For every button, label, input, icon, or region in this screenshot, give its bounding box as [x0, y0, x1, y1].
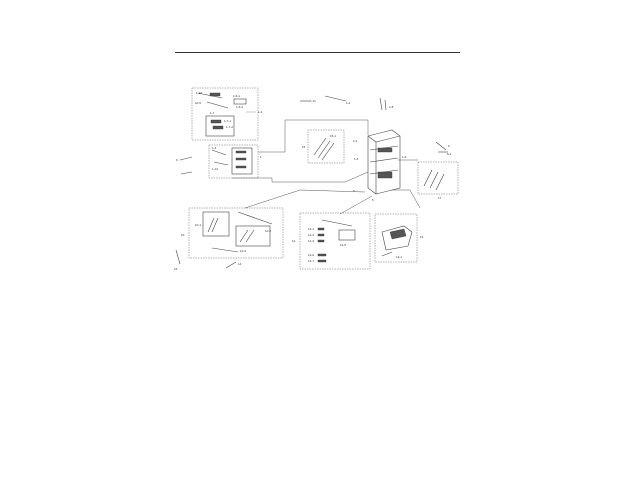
- svg-text:1-12: 1-12: [212, 167, 219, 171]
- svg-text:1-5: 1-5: [354, 157, 359, 161]
- part-rod: [325, 96, 346, 101]
- connector-line: [232, 172, 368, 182]
- connector-line: [340, 196, 372, 214]
- svg-text:15: 15: [302, 145, 306, 149]
- svg-text:1-7: 1-7: [210, 111, 215, 115]
- assembly-group-center: [302, 130, 344, 163]
- assembly-group-left-middle: [209, 145, 262, 178]
- svg-text:12-5: 12-5: [340, 243, 347, 247]
- assembly-group-top-left: [192, 88, 263, 140]
- svg-text:1: 1: [260, 155, 262, 159]
- svg-text:5: 5: [372, 198, 374, 202]
- svg-text:10: 10: [181, 233, 185, 237]
- svg-text:1-10: 1-10: [196, 91, 203, 95]
- svg-text:6: 6: [448, 144, 450, 148]
- svg-text:10-1: 10-1: [195, 223, 202, 227]
- assembly-group-lower-center: [292, 213, 370, 269]
- svg-text:14: 14: [238, 262, 242, 266]
- svg-text:5: 5: [353, 189, 355, 193]
- svg-text:1-1: 1-1: [212, 146, 217, 150]
- connector-line: [245, 190, 365, 208]
- svg-text:1-6-2: 1-6-2: [236, 105, 244, 109]
- svg-text:1-6-1: 1-6-1: [233, 94, 241, 98]
- svg-text:12: 12: [292, 239, 296, 243]
- svg-text:1-9: 1-9: [402, 155, 407, 159]
- svg-text:12-6: 12-6: [308, 253, 315, 257]
- svg-text:1-7-2: 1-7-2: [226, 125, 234, 129]
- svg-text:16: 16: [174, 267, 178, 271]
- svg-text:10-3: 10-3: [240, 249, 247, 253]
- svg-text:13-1: 13-1: [396, 255, 403, 259]
- svg-text:6-1: 6-1: [447, 152, 452, 156]
- part-bar: [176, 250, 180, 264]
- svg-text:1-11: 1-11: [310, 99, 316, 103]
- drawer-assembly: [375, 214, 424, 262]
- part-bar: [226, 262, 236, 268]
- part-rod: [380, 98, 382, 110]
- svg-text:1-3: 1-3: [258, 110, 263, 114]
- refrigerator-cabinet: [353, 130, 407, 202]
- svg-text:1-4: 1-4: [353, 139, 358, 143]
- part-rod: [385, 100, 386, 110]
- svg-text:12-2: 12-2: [308, 233, 315, 237]
- svg-text:9: 9: [176, 158, 178, 162]
- assembly-group-lower-left: [181, 208, 283, 258]
- svg-text:10-5: 10-5: [195, 101, 202, 105]
- svg-text:13: 13: [420, 235, 424, 239]
- svg-text:12-3: 12-3: [308, 239, 315, 243]
- svg-text:15-1: 15-1: [330, 134, 337, 138]
- svg-text:12-7: 12-7: [308, 259, 315, 263]
- svg-text:1-8: 1-8: [389, 105, 394, 109]
- connector-line: [392, 190, 420, 208]
- connector-line: [258, 120, 368, 152]
- svg-text:12-1: 12-1: [308, 227, 315, 231]
- svg-text:1-7-1: 1-7-1: [224, 119, 232, 123]
- svg-text:1-2: 1-2: [346, 101, 351, 105]
- svg-text:10-2: 10-2: [265, 229, 272, 233]
- svg-text:17: 17: [438, 196, 442, 200]
- assembly-group-right: [418, 162, 458, 200]
